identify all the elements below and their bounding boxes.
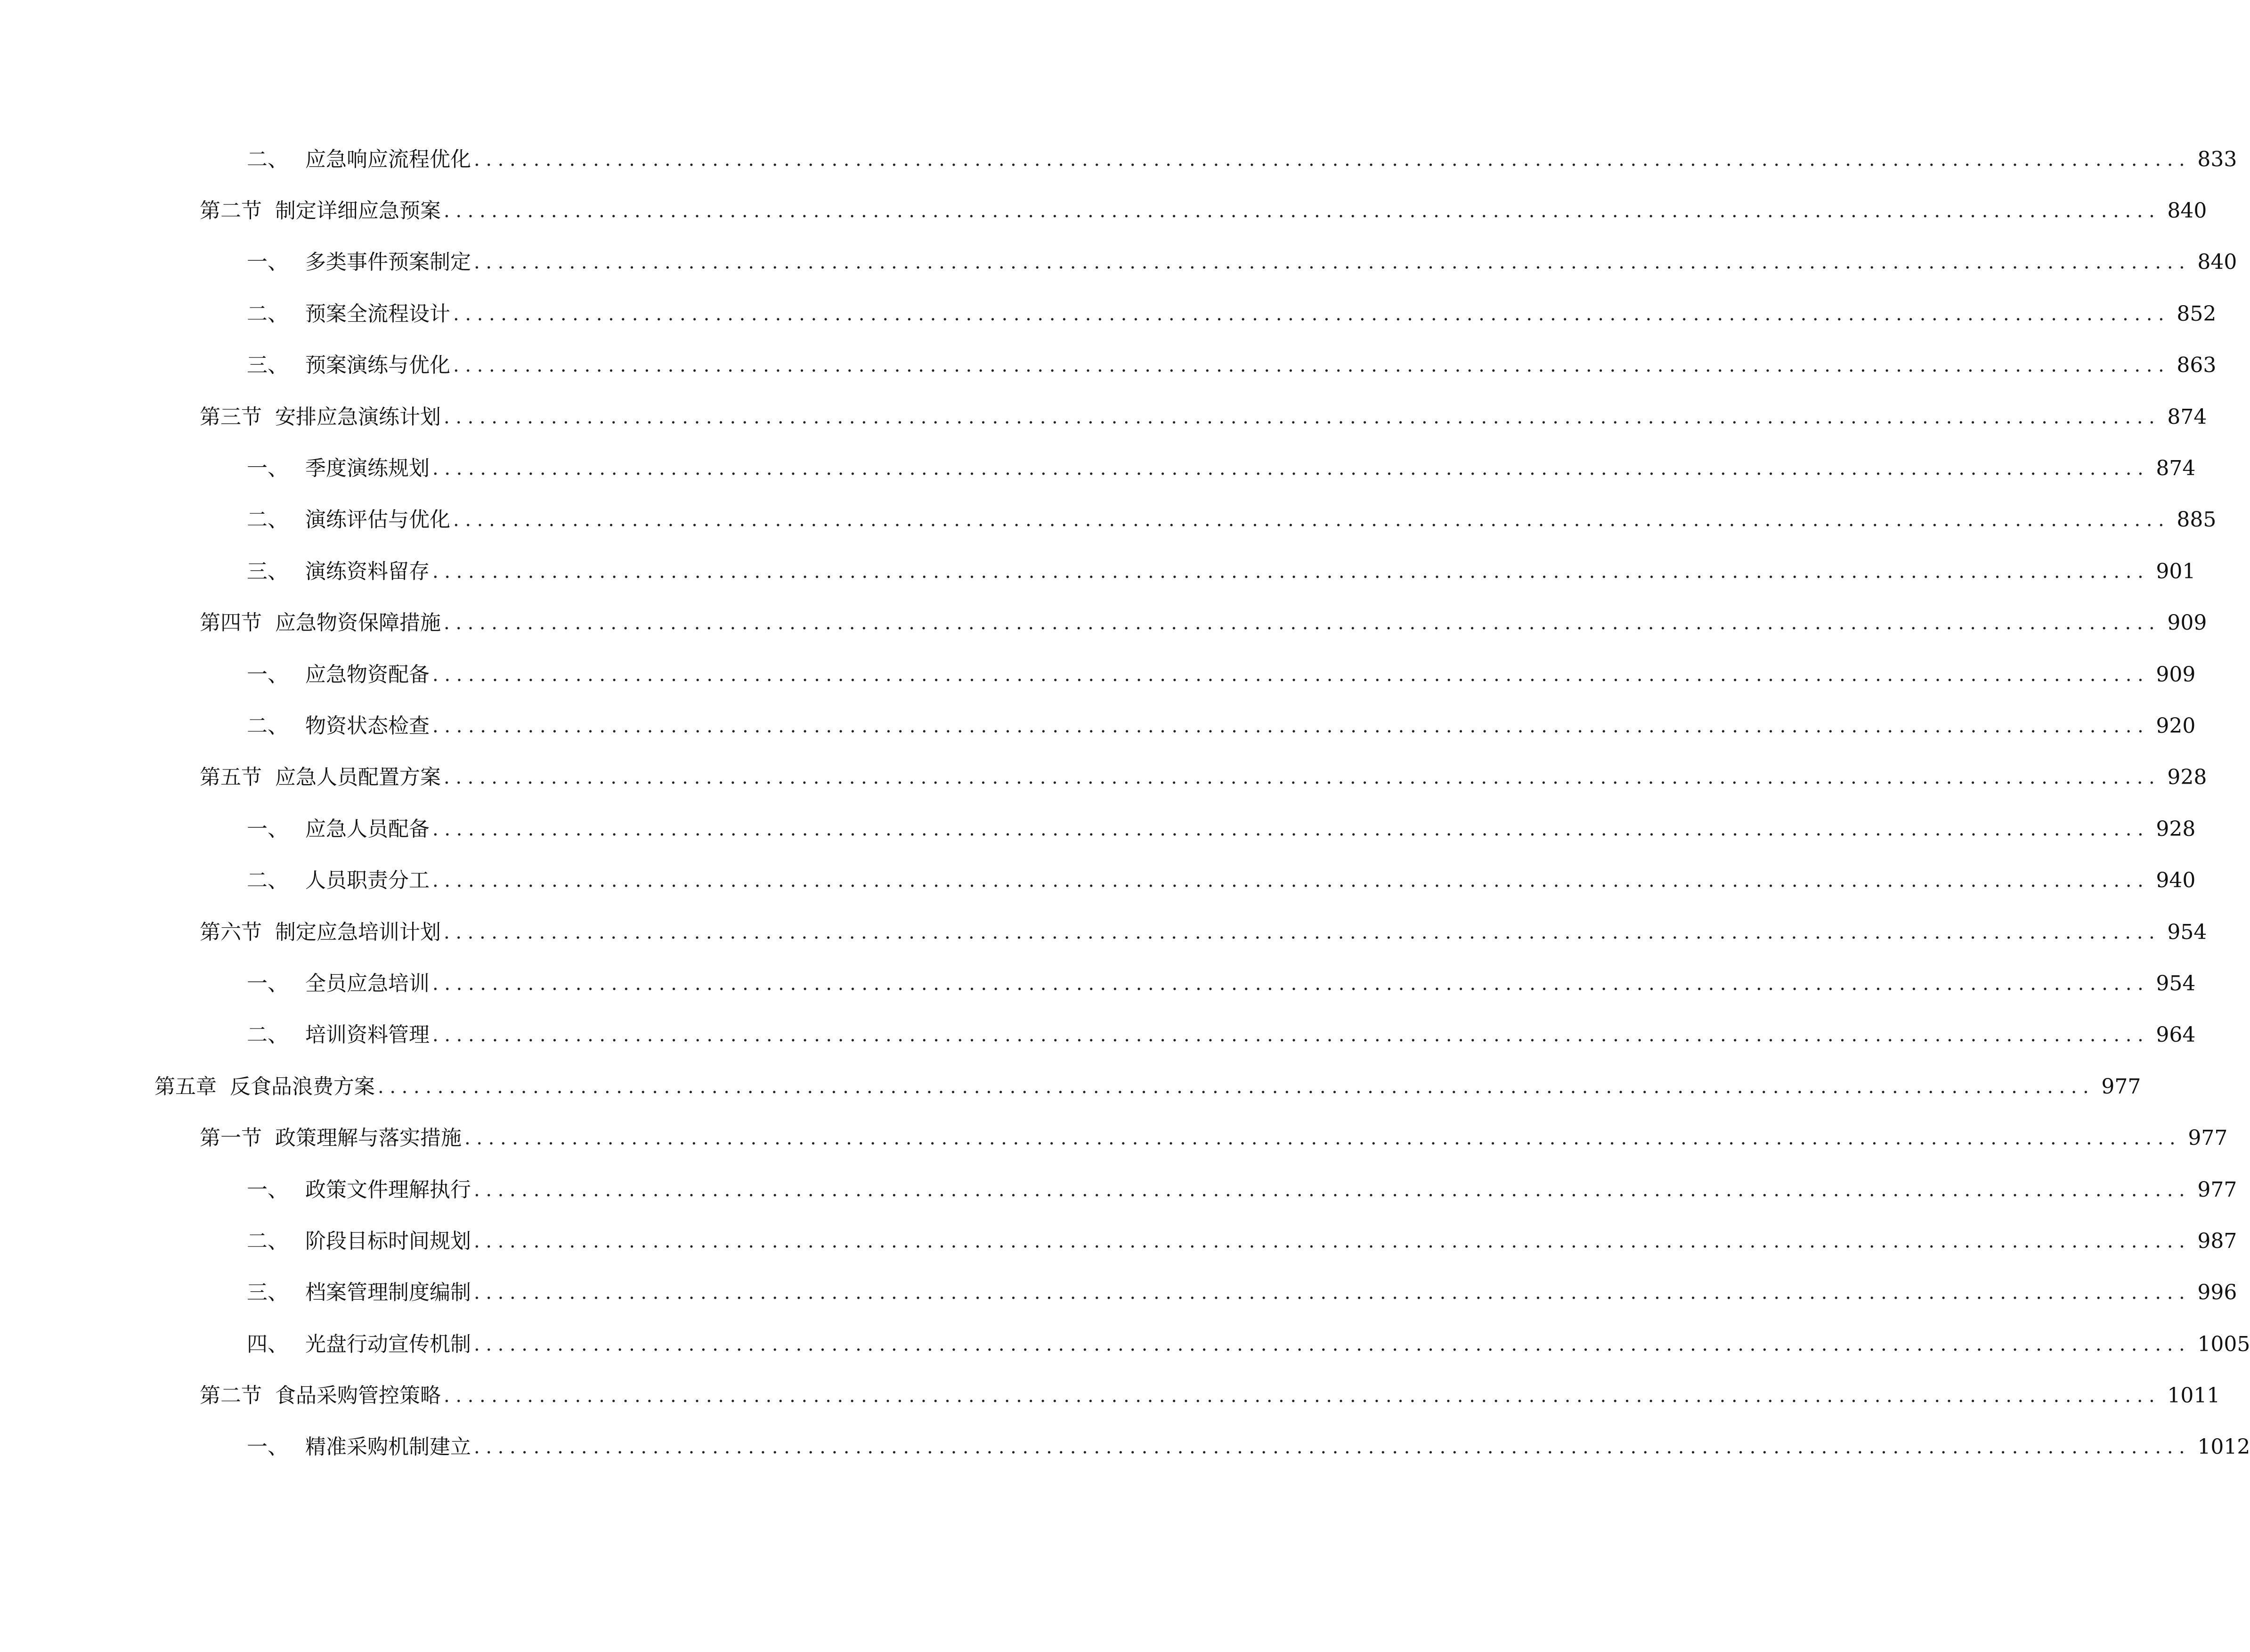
dot-leader: ................................................................................................................................................: [474, 1282, 2191, 1304]
dot-leader: ................................................................................................................................................: [474, 1230, 2191, 1252]
toc-entry-page-number: 977: [2101, 1074, 2141, 1099]
toc-entry-number: 一、: [247, 1177, 288, 1202]
toc-entry-title: [247, 355, 450, 376]
toc-entry[interactable]: [0, 1422, 2250, 1473]
toc-entry[interactable]: [0, 855, 2196, 906]
toc-entry-text: 物资状态检查: [305, 713, 430, 738]
dot-leader: ................................................................................................................................................: [444, 612, 2161, 634]
toc-entry-title: [247, 458, 430, 479]
toc-entry-text: 季度演练规划: [305, 456, 430, 481]
toc-entry[interactable]: [0, 649, 2196, 700]
toc-entry-page-number: 840: [2167, 199, 2207, 223]
toc-entry[interactable]: [0, 185, 2207, 236]
toc-entry-number: 三、: [247, 353, 288, 378]
toc-entry-number: 二、: [247, 868, 288, 893]
toc-entry[interactable]: [0, 1010, 2196, 1061]
toc-entry-page-number: 964: [2156, 1023, 2196, 1047]
toc-entry-title: [247, 1437, 471, 1458]
toc-entry-title: [247, 1282, 471, 1303]
dot-leader: ................................................................................................................................................: [474, 1436, 2191, 1458]
toc-entry[interactable]: [0, 1267, 2237, 1319]
toc-entry-page-number: 833: [2197, 147, 2237, 171]
toc-entry-number: 四、: [247, 1332, 288, 1356]
toc-entry-text: 阶段目标时间规划: [305, 1229, 471, 1253]
dot-leader: ................................................................................................................................................: [432, 972, 2150, 995]
toc-entry-text: 演练资料留存: [305, 559, 430, 583]
toc-entry[interactable]: [0, 340, 2217, 391]
dot-leader: ................................................................................................................................................: [444, 200, 2161, 222]
toc-entry-title: [200, 1128, 462, 1149]
toc-entry-number: 二、: [247, 147, 288, 171]
toc-entry-page-number: 852: [2177, 301, 2217, 326]
toc-entry-text: 培训资料管理: [305, 1023, 430, 1047]
toc-entry-page-number: 885: [2177, 508, 2217, 532]
toc-entry-title: [247, 510, 450, 530]
toc-entry[interactable]: [0, 546, 2196, 597]
toc-entry[interactable]: [0, 1112, 2228, 1164]
toc-entry-text: 演练评估与优化: [305, 508, 450, 532]
toc-entry[interactable]: [0, 1319, 2250, 1370]
toc-entry-text: 应急物资配备: [305, 662, 430, 687]
toc-entry-title: [200, 767, 441, 788]
dot-leader: ................................................................................................................................................: [432, 664, 2150, 686]
toc-entry[interactable]: [0, 391, 2207, 443]
toc-entry-title: [247, 713, 430, 738]
toc-entry-number: 一、: [247, 250, 288, 275]
toc-entry-title: [247, 1231, 471, 1252]
toc-entry[interactable]: [0, 494, 2217, 546]
toc-entry-number: 第一节: [200, 1126, 262, 1150]
toc-entry-page-number: 920: [2156, 713, 2196, 738]
toc-entry-text: 政策理解与落实措施: [275, 1126, 462, 1150]
toc-entry-number: 二、: [247, 1229, 288, 1253]
dot-leader: ................................................................................................................................................: [432, 560, 2150, 583]
toc-entry[interactable]: [0, 1370, 2220, 1421]
toc-entry[interactable]: [0, 598, 2207, 649]
dot-leader: ................................................................................................................................................: [444, 921, 2161, 943]
toc-entry[interactable]: [0, 1164, 2237, 1215]
toc-entry-title: [247, 973, 430, 994]
dot-leader: ................................................................................................................................................: [474, 148, 2191, 170]
toc-entry-page-number: 1005: [2197, 1332, 2250, 1356]
toc-entry-title: [247, 1177, 471, 1202]
dot-leader: ................................................................................................................................................: [453, 303, 2170, 325]
toc-entry[interactable]: [0, 134, 2237, 185]
toc-entry-number: 第五章: [154, 1074, 217, 1099]
toc-entry-title: [247, 301, 450, 326]
dot-leader: ................................................................................................................................................: [444, 767, 2161, 789]
toc-entry[interactable]: [0, 803, 2196, 855]
toc-entry-text: 全员应急培训: [305, 971, 430, 996]
dot-leader: ................................................................................................................................................: [453, 355, 2170, 377]
toc-entry[interactable]: [0, 443, 2196, 494]
toc-entry-page-number: 901: [2156, 559, 2196, 583]
toc-entry-title: [247, 149, 471, 170]
toc-entry-page-number: 909: [2156, 662, 2196, 687]
toc-entry-text: 反食品浪费方案: [230, 1074, 375, 1099]
toc-entry-title: [154, 1074, 375, 1099]
toc-entry-text: 食品采购管控策略: [275, 1384, 441, 1408]
toc-entry-title: [247, 664, 430, 685]
dot-leader: ................................................................................................................................................: [432, 870, 2150, 892]
toc-entry-number: 三、: [247, 559, 288, 583]
dot-leader: ................................................................................................................................................: [378, 1076, 2095, 1098]
dot-leader: ................................................................................................................................................: [444, 1385, 2161, 1407]
toc-entry-page-number: 954: [2167, 920, 2207, 944]
toc-entry-page-number: 909: [2167, 611, 2207, 635]
toc-entry-text: 制定详细应急预案: [275, 199, 441, 223]
toc-entry-text: 政策文件理解执行: [305, 1177, 471, 1202]
toc-entry[interactable]: [0, 752, 2207, 803]
toc-entry-text: 应急物资保障措施: [275, 611, 441, 635]
toc-entry-text: 档案管理制度编制: [305, 1280, 471, 1305]
toc-entry-text: 应急响应流程优化: [305, 147, 471, 171]
toc-entry-title: [200, 613, 441, 633]
toc-entry-text: 安排应急演练计划: [275, 405, 441, 429]
dot-leader: ................................................................................................................................................: [444, 406, 2161, 428]
toc-entry-text: 预案全流程设计: [305, 301, 450, 326]
toc-entry[interactable]: [0, 1061, 2141, 1112]
toc-entry-number: 二、: [247, 508, 288, 532]
toc-entry-page-number: 977: [2188, 1126, 2228, 1150]
toc-entry-text: 人员职责分工: [305, 868, 430, 893]
toc-entry-page-number: 1011: [2167, 1384, 2220, 1408]
toc-entry[interactable]: [0, 958, 2196, 1009]
toc-entry-page-number: 928: [2156, 817, 2196, 841]
toc-entry-text: 应急人员配置方案: [275, 765, 441, 790]
toc-entry-title: [200, 201, 441, 221]
toc-entry-page-number: 996: [2197, 1280, 2237, 1305]
toc-entry-title: [247, 1025, 430, 1045]
toc-entry-page-number: 987: [2197, 1229, 2237, 1253]
toc-entry[interactable]: [0, 237, 2237, 288]
toc-entry-page-number: 863: [2177, 353, 2217, 378]
toc-entry-title: [247, 819, 430, 840]
toc-entry-number: 一、: [247, 456, 288, 481]
toc-entry-page-number: 940: [2156, 868, 2196, 893]
toc-entry-number: 一、: [247, 662, 288, 687]
toc-entry-title: [247, 252, 471, 273]
toc-entry-number: 一、: [247, 817, 288, 841]
dot-leader: ................................................................................................................................................: [464, 1127, 2182, 1150]
toc-entry-page-number: 874: [2167, 405, 2207, 429]
toc-entry-page-number: 1012: [2197, 1435, 2250, 1459]
toc-entry-text: 精准采购机制建立: [305, 1435, 471, 1459]
toc-entry[interactable]: [0, 288, 2217, 340]
dot-leader: ................................................................................................................................................: [453, 509, 2170, 531]
toc-entry-text: 预案演练与优化: [305, 353, 450, 378]
toc-entry-page-number: 874: [2156, 456, 2196, 481]
toc-entry-title: [200, 1385, 441, 1406]
toc-entry-number: 第二节: [200, 1384, 262, 1408]
toc-entry-title: [247, 870, 430, 891]
toc-entry-number: 二、: [247, 713, 288, 738]
toc-entry-number: 一、: [247, 1435, 288, 1459]
dot-leader: ................................................................................................................................................: [432, 715, 2150, 737]
toc-entry-page-number: 840: [2197, 250, 2237, 275]
dot-leader: ................................................................................................................................................: [474, 1333, 2191, 1355]
dot-leader: ................................................................................................................................................: [432, 818, 2150, 840]
toc-entry-page-number: 977: [2197, 1177, 2237, 1202]
table-of-contents: [0, 134, 2250, 1473]
dot-leader: ................................................................................................................................................: [432, 1024, 2150, 1046]
toc-entry-number: 第六节: [200, 920, 262, 944]
toc-entry-number: 二、: [247, 1023, 288, 1047]
toc-entry-number: 第三节: [200, 405, 262, 429]
toc-entry-number: 三、: [247, 1280, 288, 1305]
toc-entry-number: 第四节: [200, 611, 262, 635]
dot-leader: ................................................................................................................................................: [474, 251, 2191, 274]
toc-entry-page-number: 954: [2156, 971, 2196, 996]
toc-entry-text: 制定应急培训计划: [275, 920, 441, 944]
toc-entry-number: 二、: [247, 301, 288, 326]
dot-leader: ................................................................................................................................................: [474, 1179, 2191, 1201]
toc-entry-number: 一、: [247, 971, 288, 996]
toc-entry-title: [200, 922, 441, 943]
toc-entry-title: [200, 407, 441, 428]
toc-entry[interactable]: [0, 907, 2207, 958]
toc-entry-page-number: 928: [2167, 765, 2207, 790]
toc-entry-text: 应急人员配备: [305, 817, 430, 841]
toc-entry-title: [247, 561, 430, 582]
toc-entry-text: 多类事件预案制定: [305, 250, 471, 275]
toc-entry-text: 光盘行动宣传机制: [305, 1332, 471, 1356]
dot-leader: ................................................................................................................................................: [432, 458, 2150, 480]
toc-entry[interactable]: [0, 1215, 2237, 1267]
toc-entry[interactable]: [0, 700, 2196, 752]
toc-entry-title: [247, 1334, 471, 1355]
toc-entry-number: 第二节: [200, 199, 262, 223]
toc-entry-number: 第五节: [200, 765, 262, 790]
